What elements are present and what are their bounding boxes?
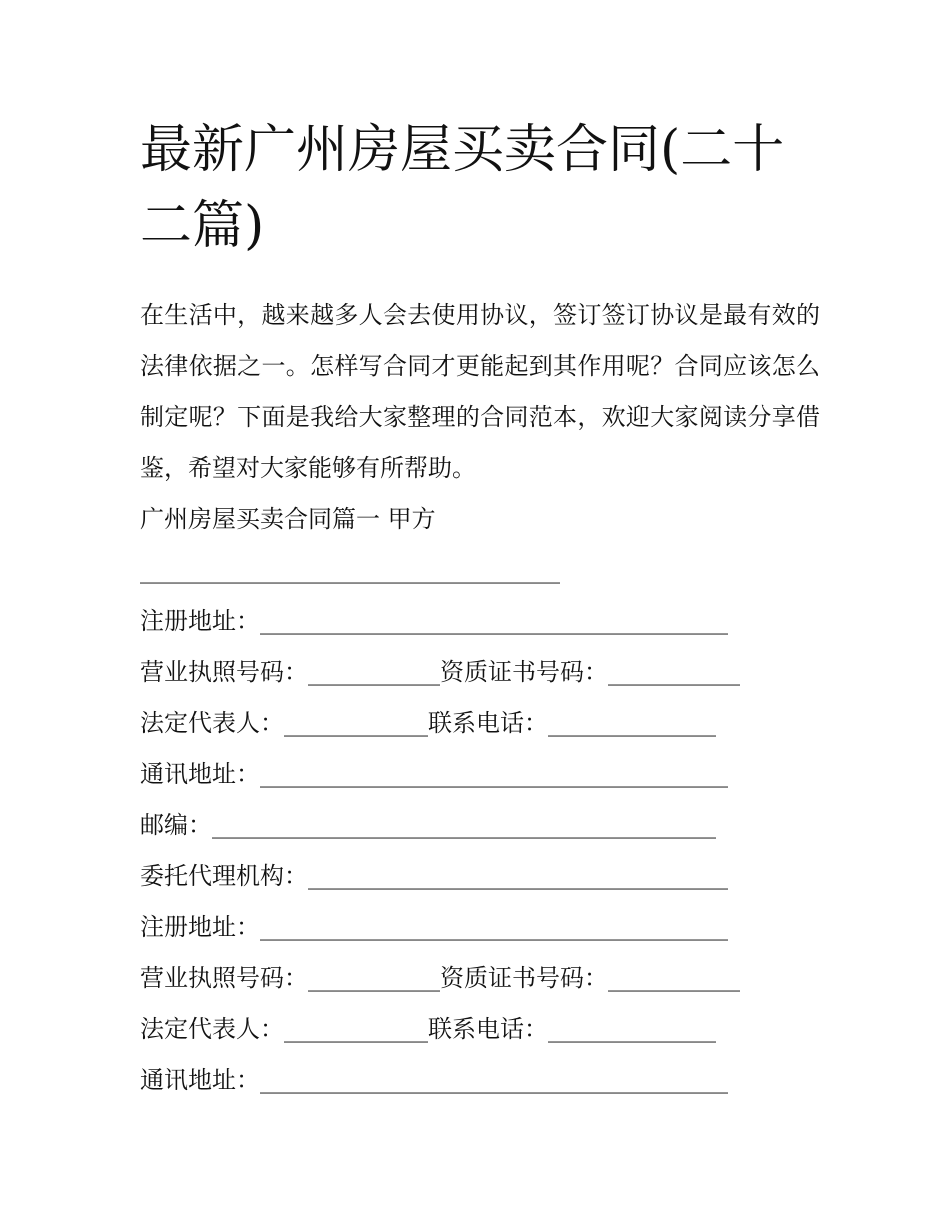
- legal-rep-phone-field: 法定代表人：____________联系电话：______________: [140, 709, 716, 737]
- intro-paragraph: 在生活中，越来越多人会去使用协议，签订签订协议是最有效的法律依据之一。怎样写合同才更能起到其作用呢？合同应该怎么制定呢？下面是我给大家整理的合同范本，欢迎大家阅读分享借鉴，希望对大家能够有所帮助。: [140, 301, 820, 482]
- license-certificate-field-2: 营业执照号码：___________资质证书号码：___________: [140, 964, 740, 992]
- mailing-address-field-2: 通讯地址：_______________________________________: [140, 1066, 728, 1094]
- section-heading: 广州房屋买卖合同篇一 甲方: [140, 505, 436, 533]
- postal-code-field: 邮编：__________________________________________: [140, 811, 716, 839]
- registered-address-field-2: 注册地址：_______________________________________: [140, 913, 728, 941]
- agency-field: 委托代理机构：___________________________________: [140, 862, 728, 890]
- registered-address-field: 注册地址：_______________________________________: [140, 607, 728, 635]
- legal-rep-phone-field-2: 法定代表人：____________联系电话：______________: [140, 1015, 716, 1043]
- mailing-address-field: 通讯地址：_______________________________________: [140, 760, 728, 788]
- blank-underline-line: ___________________________________: [140, 556, 560, 584]
- license-certificate-field: 营业执照号码：___________资质证书号码：___________: [140, 658, 740, 686]
- document-title: 最新广州房屋买卖合同(二十二篇): [140, 120, 785, 256]
- document-body: [140, 112, 820, 1106]
